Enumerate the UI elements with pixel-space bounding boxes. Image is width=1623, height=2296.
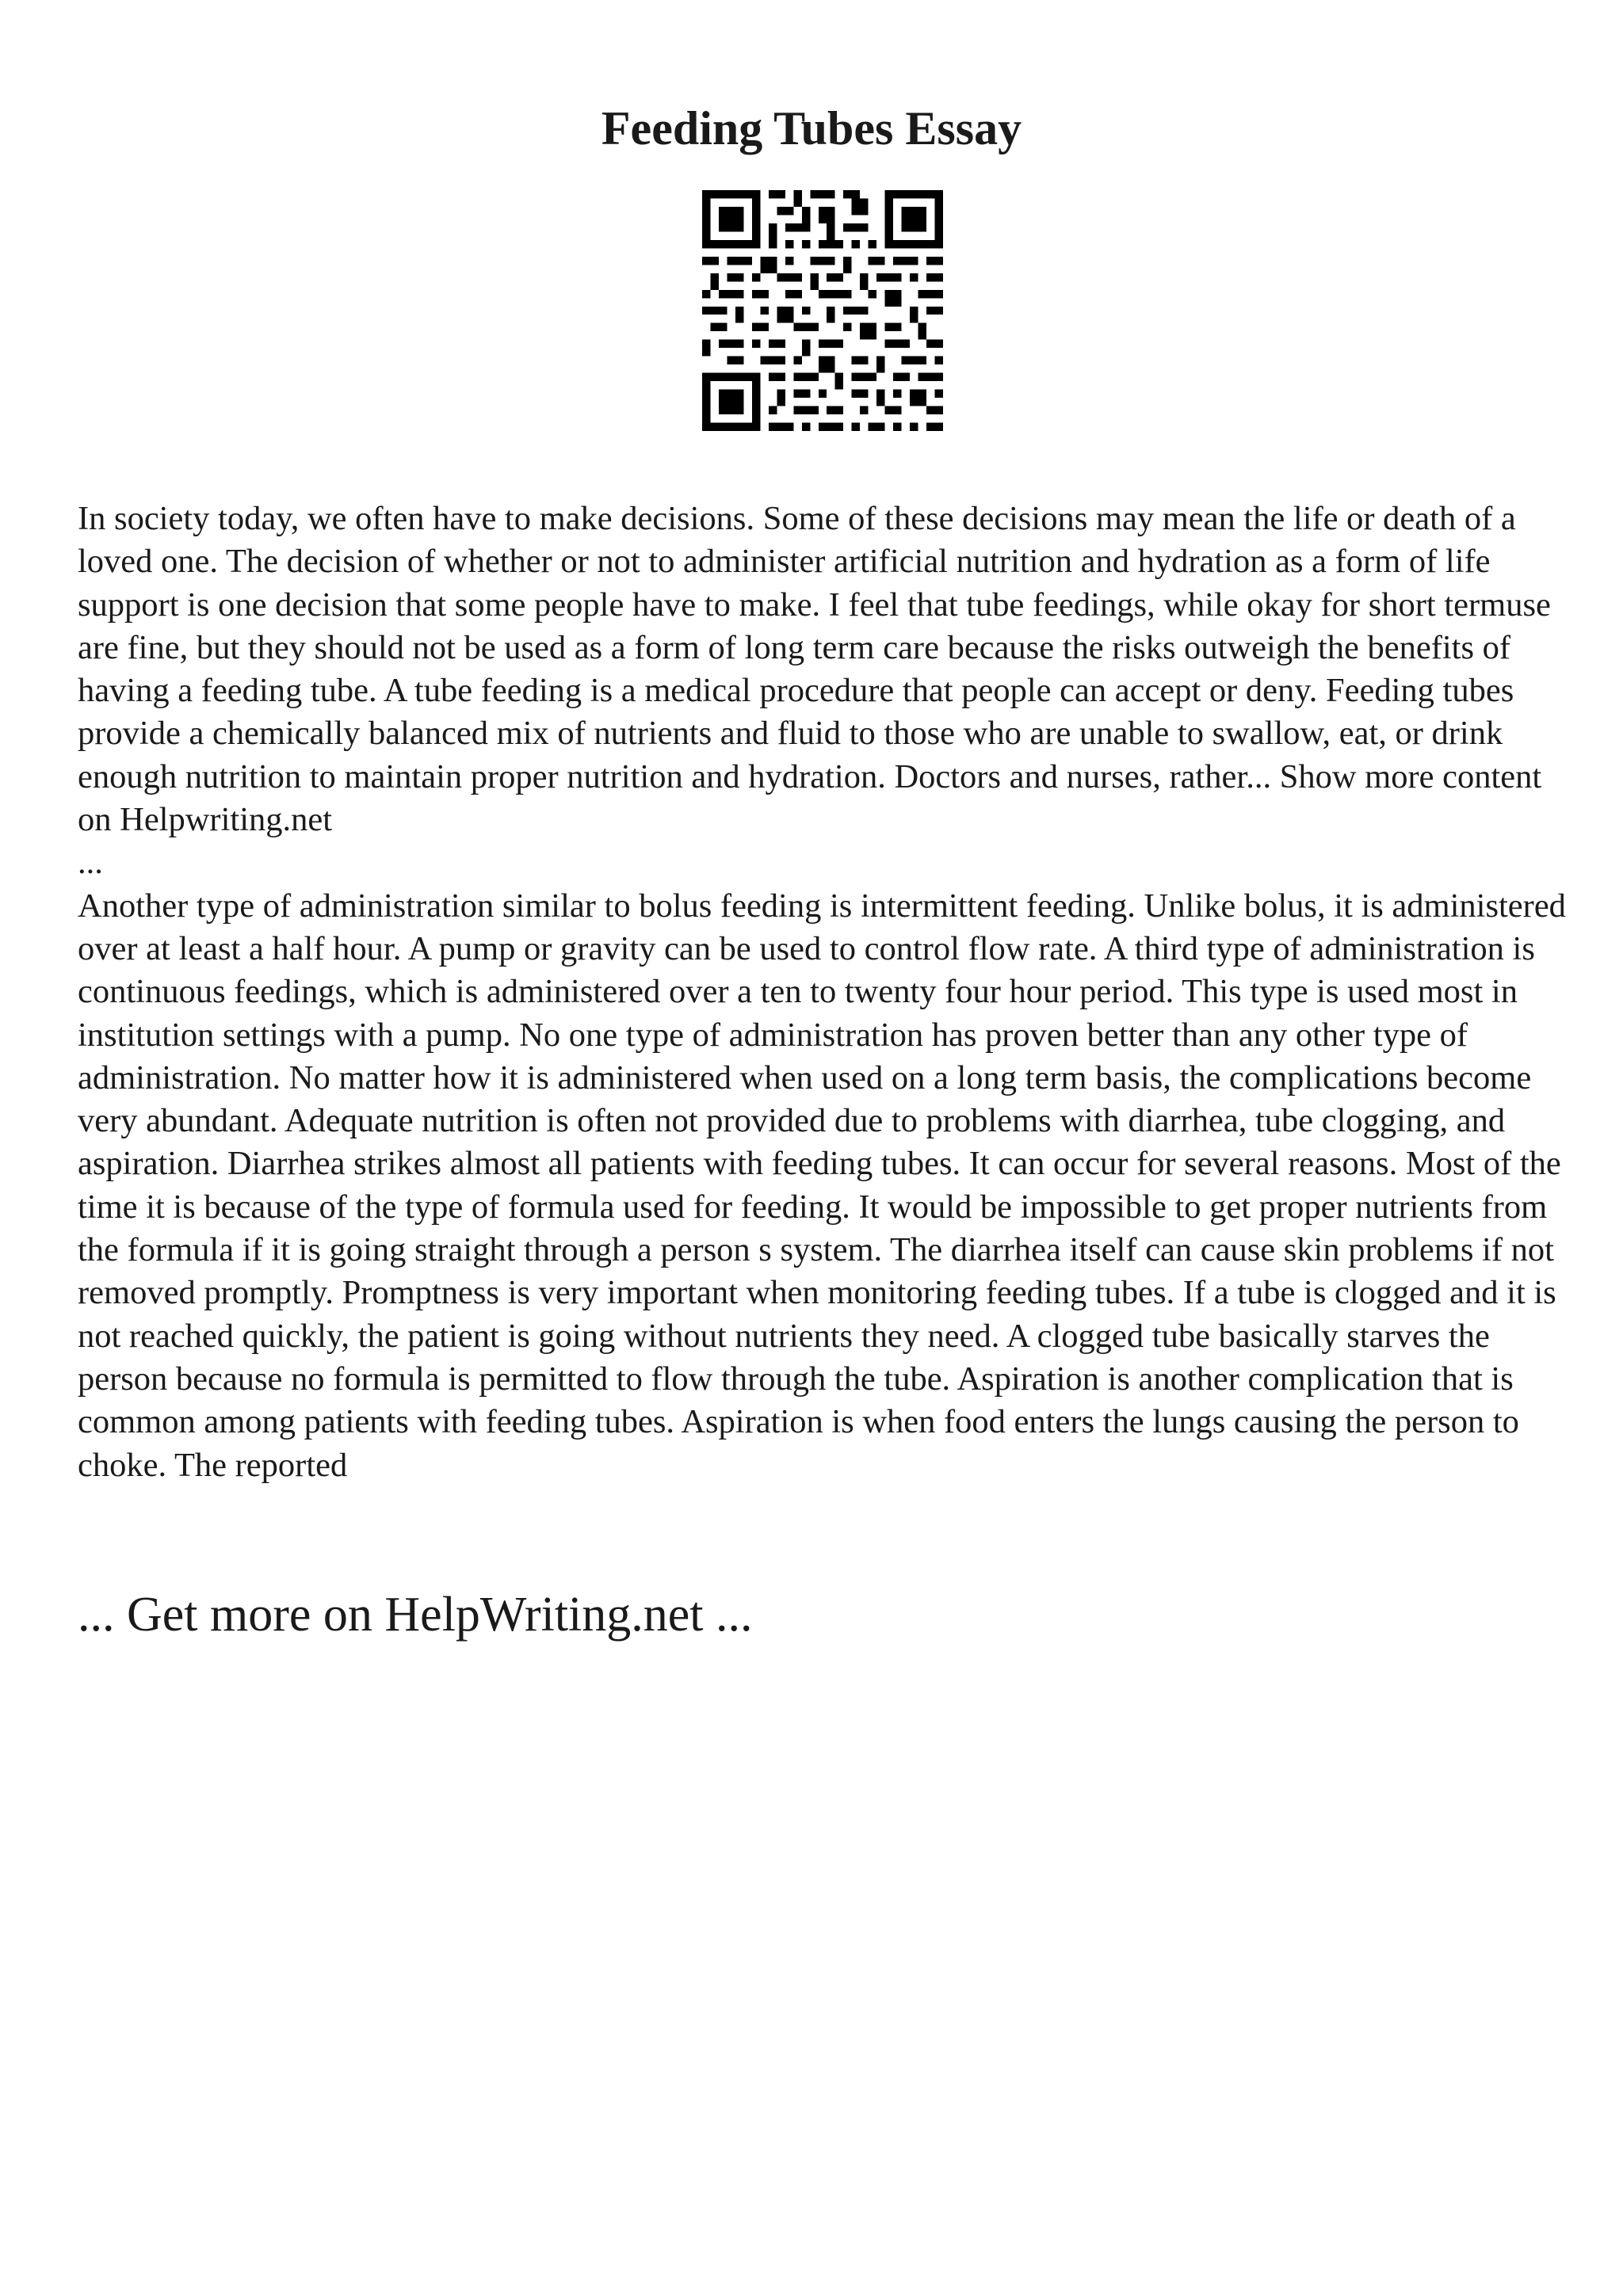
essay-body: [78, 498, 1568, 1487]
get-more-link[interactable]: ... Get more on HelpWriting.net ...: [78, 1588, 753, 1642]
essay-paragraph-2: Another type of administration similar to bolus feeding is intermittent feeding. Unlike bolus, it is administered over at least a half hour. A pump or gravity can be used to control flow rate. A third type of administration is continuous feedings, which is administered over a ten to twenty four hour period. This type is used most in institution settings with a pump. No one type of administration has proven better than any other type of administration. No matter how it is administered when used on a long term basis, the complications become very abundant. Adequate nutrition is often not provided due to problems with diarrhea, tube clogging, and aspiration. Diarrhea strikes almost all patients with feeding tubes. It can occur for several reasons. Most of the time it is because of the type of formula used for feeding. It would be impossible to get proper nutrients from the formula if it is going straight through a person s system. The diarrhea itself can cause skin problems if not removed promptly. Promptness is very important when monitoring feeding tubes. If a tube is clogged and it is not reached quickly, the patient is going without nutrients they need. A clogged tube basically starves the person because no formula is permitted to flow through the tube. Aspiration is another complication that is common among patients with feeding tubes. Aspiration is when food enters the lungs causing the person to choke. The reported: [78, 887, 1566, 1484]
page-title: Feeding Tubes Essay: [601, 102, 1022, 154]
qr-code-icon: [702, 190, 943, 431]
essay-paragraph-1: In society today, we often have to make decisions. Some of these decisions may mean the life or death of a loved one. The decision of whether or not to administer artificial nutrition and hydration as a form of life support is one decision that some people have to make. I feel that tube feedings, while okay for short termuse are fine, but they should not be used as a form of long term care because the risks outweigh the benefits of having a feeding tube. A tube feeding is a medical procedure that people can accept or deny. Feeding tubes provide a chemically balanced mix of nutrients and fluid to those who are unable to swallow, eat, or drink enough nutrition to maintain proper nutrition and hydration. Doctors and nurses, rather... Show more content on Helpwriting.net: [78, 500, 1551, 839]
essay-ellipsis: ...: [78, 844, 103, 882]
